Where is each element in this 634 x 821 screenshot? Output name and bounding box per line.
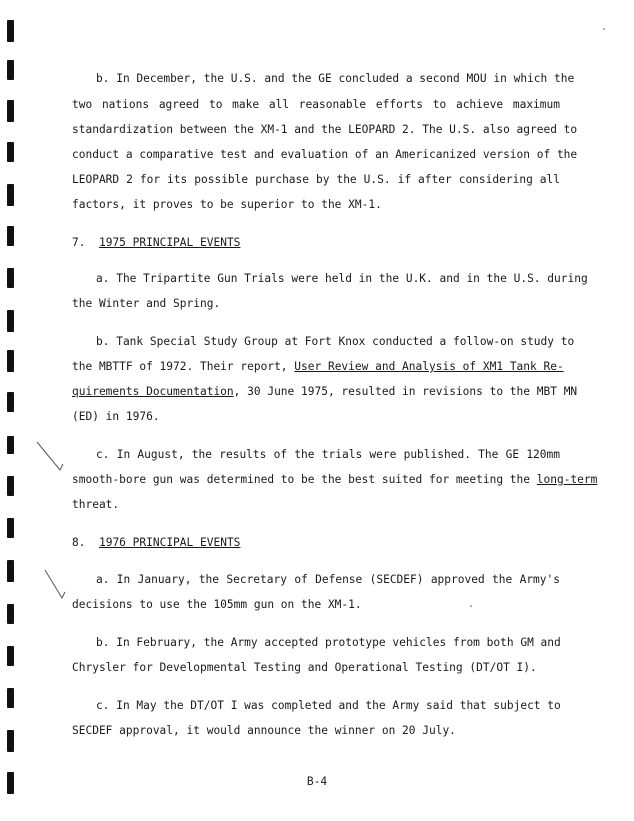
text-line: b. Tank Special Study Group at Fort Knox conducted a follow-on study to <box>96 335 575 348</box>
text-line: a. In January, the Secretary of Defense (SECDEF) approved the Army's <box>96 573 560 586</box>
text-line: c. In August, the results of the trials were published. The GE 120mm <box>96 448 560 461</box>
text-line <box>72 360 564 374</box>
section-heading-8 <box>72 536 240 550</box>
text-line: standardization between the XM-1 and the LEOPARD 2. The U.S. also agreed to <box>72 123 578 136</box>
section-number: 8. <box>72 536 86 549</box>
binder-mark <box>7 142 14 162</box>
text-line <box>72 473 598 487</box>
binder-mark <box>7 688 14 708</box>
text-line: c. In May the DT/OT I was completed and the Army said that subject to <box>96 699 561 712</box>
text-line: b. In December, the U.S. and the GE concluded a second MOU in which the <box>96 72 575 85</box>
section-number: 7. <box>72 236 86 249</box>
report-title: User Review and Analysis of XM1 Tank Re- <box>294 360 564 373</box>
text-line: Chrysler for Developmental Testing and Operational Testing (DT/OT I). <box>72 661 537 674</box>
text-span: smooth-bore gun was determined to be the best suited for meeting the <box>72 473 537 486</box>
text-span: the MBTTF of 1972. Their report, <box>72 360 295 373</box>
binder-mark <box>7 268 14 288</box>
section-title: 1975 PRINCIPAL EVENTS <box>98 236 241 249</box>
report-title: quirements Documentation <box>72 385 234 398</box>
binder-mark <box>7 436 14 454</box>
binder-mark <box>7 20 14 42</box>
text-span: , 30 June 1975, resulted in revisions to the MBT MN <box>233 385 578 398</box>
text-line: LEOPARD 2 for its possible purchase by the U.S. if after considering all <box>72 173 560 186</box>
binder-mark <box>7 310 14 332</box>
text-line: factors, it proves to be superior to the XM-1. <box>72 198 382 211</box>
text-line: decisions to use the 105mm gun on the XM-1. <box>72 598 362 611</box>
text-line: SECDEF approval, it would announce the winner on 20 July. <box>72 724 456 737</box>
binder-mark <box>7 646 14 666</box>
page-number: B-4 <box>306 775 328 788</box>
scan-speck <box>470 605 472 607</box>
text-line <box>72 385 578 399</box>
binder-mark <box>7 518 14 538</box>
binder-mark <box>7 730 14 752</box>
section-title: 1976 PRINCIPAL EVENTS <box>98 536 241 549</box>
check-mark-icon <box>34 440 68 478</box>
text-line: threat. <box>72 498 120 511</box>
binder-mark <box>7 350 14 372</box>
section-heading-7 <box>72 236 240 250</box>
binder-mark <box>7 100 14 122</box>
text-line: two nations agreed to make all reasonable efforts to achieve maximum <box>72 98 560 111</box>
text-line: the Winter and Spring. <box>72 297 221 310</box>
text-line: a. The Tripartite Gun Trials were held in the U.K. and in the U.S. during <box>96 272 588 285</box>
binder-mark <box>7 604 14 624</box>
binder-mark <box>7 184 14 206</box>
check-mark-icon <box>42 568 76 606</box>
binder-mark <box>7 560 14 582</box>
binder-mark <box>7 226 14 246</box>
binder-mark <box>7 60 14 80</box>
text-line: b. In February, the Army accepted prototype vehicles from both GM and <box>96 636 561 649</box>
text-line: (ED) in 1976. <box>72 410 160 423</box>
underlined-term: long-term <box>536 473 598 486</box>
binder-mark <box>7 392 14 412</box>
scan-speck <box>603 28 605 30</box>
text-line: conduct a comparative test and evaluation of an Americanized version of the <box>72 148 578 161</box>
binder-mark <box>7 476 14 496</box>
